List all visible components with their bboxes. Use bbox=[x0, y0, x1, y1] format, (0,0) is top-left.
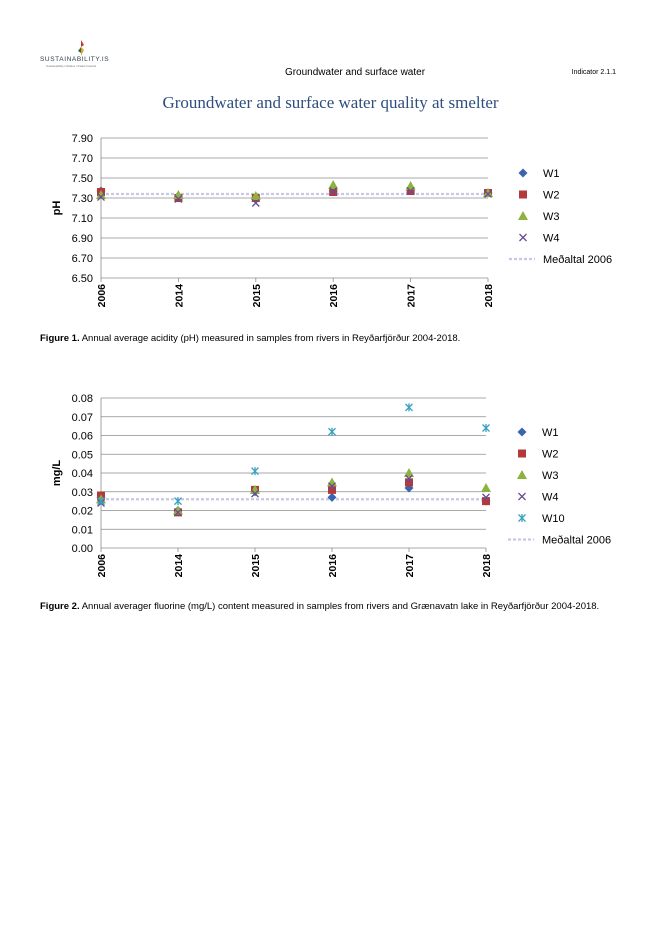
chart-2-point-w2 bbox=[328, 486, 336, 494]
chart-2-x-tick-label: 2014 bbox=[173, 554, 185, 578]
chart-2-point-w10 bbox=[175, 497, 182, 505]
chart-2-point-w10 bbox=[329, 428, 336, 436]
chart-1-y-tick-label: 7.10 bbox=[71, 213, 93, 225]
logo-tagline: Sustainability initiative of East Iceland bbox=[46, 64, 97, 68]
chart-1-x-tick-label: 2006 bbox=[96, 284, 108, 308]
chart-2-y-tick-label: 0.02 bbox=[71, 505, 93, 518]
chart-1 bbox=[51, 133, 612, 307]
chart-1-legend-marker-w2 bbox=[519, 191, 527, 199]
chart-2-point-w2 bbox=[482, 497, 490, 505]
figure-2-text: Annual averager fluorine (mg/L) content measured in samples from rivers and Grænavatn lake in Reyðarfjörður 2004-2018. bbox=[79, 601, 600, 612]
figure-2-label: Figure 2. bbox=[40, 601, 80, 612]
chart-1-y-tick-label: 6.70 bbox=[71, 253, 93, 265]
chart-2-legend-marker-w4 bbox=[519, 493, 526, 500]
chart-2-legend-label: W4 bbox=[542, 491, 559, 504]
chart-2-y-axis-label: mg/L bbox=[51, 459, 63, 487]
chart-2-point-w1 bbox=[328, 493, 337, 502]
chart-1-legend bbox=[509, 168, 612, 266]
chart-2-legend-label: W3 bbox=[542, 470, 559, 482]
logo-text: SUSTAINABILITY.IS bbox=[40, 56, 110, 63]
chart-1-x-tick-label: 2016 bbox=[328, 284, 341, 308]
chart-1-y-tick-label: 7.50 bbox=[71, 173, 93, 185]
chart-1-x-tick-label: 2017 bbox=[405, 284, 418, 308]
figure-2-caption bbox=[40, 599, 600, 615]
header-indicator: Indicator 2.1.1 bbox=[571, 69, 616, 76]
chart-1-y-tick-label: 6.50 bbox=[71, 273, 93, 285]
chart-2-point-w10 bbox=[406, 403, 413, 411]
chart-2-series-w3 bbox=[96, 468, 491, 515]
chart-2-y-tick-label: 0.04 bbox=[71, 468, 93, 480]
chart-2-point-w3 bbox=[481, 483, 491, 492]
figure-1-caption bbox=[40, 331, 600, 347]
chart-1-legend-marker-w4 bbox=[520, 234, 527, 241]
chart-2-y-tick-label: 0.08 bbox=[71, 393, 93, 405]
chart-1-legend-label: W2 bbox=[543, 189, 560, 202]
chart-2-legend-label: W1 bbox=[542, 427, 559, 439]
chart-1-series-w3 bbox=[96, 180, 493, 200]
chart-2-y-tick-label: 0.01 bbox=[71, 524, 93, 537]
chart-2-point-w3 bbox=[327, 477, 337, 486]
figure-1-label: Figure 1. bbox=[40, 333, 80, 344]
chart-2-series-w4 bbox=[98, 475, 490, 516]
chart-1-legend-marker-w3 bbox=[518, 211, 528, 220]
chart-1-legend-label: W4 bbox=[543, 232, 560, 245]
chart-1-x-tick-label: 2018 bbox=[483, 284, 495, 308]
chart-1-y-tick-label: 7.30 bbox=[71, 193, 93, 205]
chart-2-legend-marker-w2 bbox=[518, 450, 526, 458]
chart-2-y-tick-label: 0.06 bbox=[71, 430, 93, 443]
chart-2-point-w10 bbox=[252, 467, 259, 475]
chart-1-y-axis-label: pH bbox=[51, 200, 63, 216]
chart-2-x-tick-label: 2016 bbox=[327, 554, 339, 578]
chart-2-legend-marker-w3 bbox=[517, 470, 527, 479]
chart-1-y-tick-label: 7.70 bbox=[71, 153, 93, 165]
chart-2-x-tick-label: 2018 bbox=[481, 554, 493, 578]
chart-1-legend-label-average: Meðaltal 2006 bbox=[543, 254, 613, 266]
chart-1-point-w2 bbox=[329, 188, 337, 196]
chart-1-x-tick-label: 2015 bbox=[250, 284, 263, 308]
chart-2-y-tick-label: 0.05 bbox=[71, 449, 93, 462]
chart-1-x-tick-label: 2014 bbox=[173, 284, 186, 308]
chart-2-x-tick-label: 2006 bbox=[96, 554, 108, 578]
chart-2-legend-label: W10 bbox=[542, 513, 565, 525]
chart-2-legend-label: W2 bbox=[542, 448, 559, 461]
chart-1-y-tick-label: 7.90 bbox=[71, 133, 93, 145]
chart-2 bbox=[51, 393, 611, 577]
chart-2-point-w10 bbox=[483, 424, 490, 432]
chart-1-legend-label: W3 bbox=[543, 211, 560, 223]
chart-2-legend-marker-w1 bbox=[518, 428, 527, 437]
chart-1-point-w3 bbox=[406, 181, 416, 190]
chart-2-y-tick-label: 0.07 bbox=[71, 411, 93, 424]
figure-1-text: Annual average acidity (pH) measured in samples from rivers in Reyðarfjörður 2004-2018. bbox=[79, 333, 461, 344]
chart-2-legend-marker-w10 bbox=[519, 514, 526, 522]
chart-2-x-tick-label: 2015 bbox=[250, 554, 262, 578]
page-title: Groundwater and surface water quality at smelter bbox=[162, 93, 499, 112]
chart-2-legend bbox=[508, 427, 611, 547]
chart-2-legend-label-average: Meðaltal 2006 bbox=[542, 534, 612, 547]
chart-1-y-tick-label: 6.90 bbox=[71, 233, 93, 245]
chart-1-series-w4 bbox=[98, 188, 492, 207]
chart-2-y-tick-label: 0.03 bbox=[71, 486, 93, 499]
chart-1-legend-marker-w1 bbox=[519, 169, 528, 178]
chart-2-point-w2 bbox=[405, 478, 413, 486]
chart-2-x-tick-label: 2017 bbox=[404, 554, 416, 578]
chart-1-legend-label: W1 bbox=[543, 168, 560, 180]
chart-2-y-tick-label: 0.00 bbox=[71, 543, 93, 555]
header-section: Groundwater and surface water bbox=[284, 67, 426, 78]
